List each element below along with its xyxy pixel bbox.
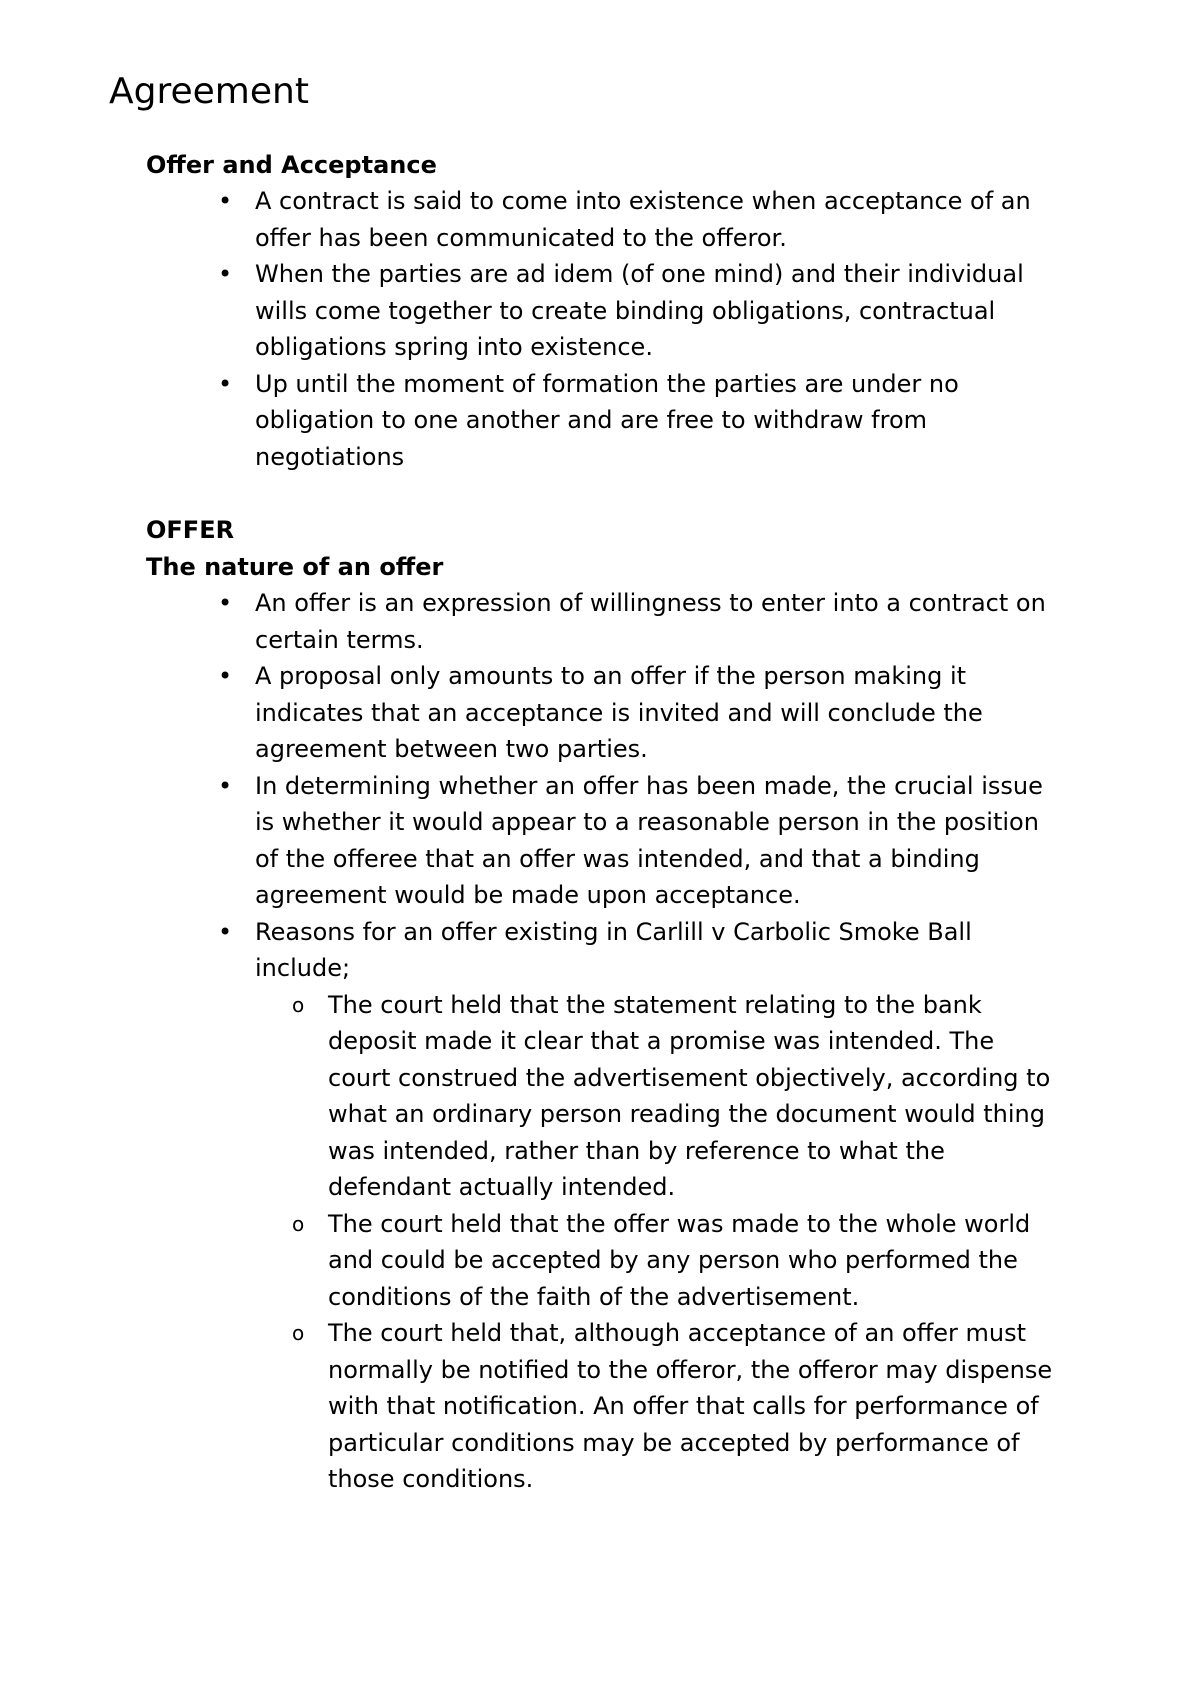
- sub-list-item-text: The court held that the statement relating to the bank deposit made it clear that a promise was intended. The court construed the advertisement objectively, according to what an ordinary person reading the document would thing was intended, rather than by reference to what the defendant actually intended.: [328, 990, 1051, 1201]
- list-item-text: A proposal only amounts to an offer if the person making it indicates that an acceptance is invited and will conclude the agreement between two parties.: [255, 662, 983, 763]
- subheading-nature-of-offer: The nature of an offer: [146, 553, 444, 581]
- sub-list-item: [0, 987, 1055, 1206]
- bullet-marker: •: [218, 589, 233, 617]
- bullet-marker: •: [218, 771, 233, 800]
- sub-list-item-text: The court held that, although acceptance of an offer must normally be notified to the offeror, the offeror may dispense with that notification. An offer that calls for performance of particular conditions may be accepted by performance of those conditions.: [328, 1319, 1053, 1493]
- section-heading-offer-and-acceptance: Offer and Acceptance: [146, 151, 437, 179]
- list-item-text: When the parties are ad idem (of one mind) and their individual wills come together to create binding obligations, contractual obligations spring into existence.: [255, 260, 1024, 361]
- sub-bullet-marker: o: [292, 992, 305, 1017]
- nature-of-offer-list: [0, 585, 1055, 1498]
- sub-list-item: [0, 1315, 1055, 1498]
- bullet-marker: •: [218, 917, 233, 946]
- list-item: [0, 366, 1055, 476]
- offer-and-acceptance-list: [0, 183, 1055, 475]
- sub-list-item: [0, 1206, 1055, 1316]
- bullet-marker: •: [218, 187, 233, 215]
- list-item-text: Reasons for an offer existing in Carlill v Carbolic Smoke Ball include;: [255, 917, 972, 982]
- carlill-reasons-list: [0, 987, 1055, 1498]
- list-item: [0, 658, 1055, 768]
- list-item: [0, 585, 1055, 658]
- list-item-text: A contract is said to come into existence when acceptance of an offer has been communicated to the offeror.: [255, 187, 1031, 252]
- sub-bullet-marker: o: [292, 1321, 305, 1345]
- bullet-marker: •: [218, 260, 233, 288]
- list-item: [0, 768, 1055, 914]
- list-item: [0, 256, 1055, 366]
- bullet-marker: •: [218, 369, 233, 398]
- list-item-text: Up until the moment of formation the parties are under no obligation to one another and are free to withdraw from negotiations: [255, 369, 959, 471]
- bullet-marker: •: [218, 662, 233, 690]
- sub-list-item-text: The court held that the offer was made to the whole world and could be accepted by any person who performed the conditions of the faith of the advertisement.: [328, 1209, 1031, 1311]
- list-item-text: An offer is an expression of willingness to enter into a contract on certain terms.: [255, 589, 1046, 654]
- list-item-text: In determining whether an offer has been made, the crucial issue is whether it would appear to a reasonable person in the position of the offeree that an offer was intended, and that a binding agreement would be made upon acceptance.: [255, 771, 1043, 909]
- list-item: [0, 183, 1055, 256]
- sub-bullet-marker: o: [292, 1211, 305, 1236]
- document-title: Agreement: [109, 71, 309, 112]
- section-heading-offer: OFFER: [146, 516, 235, 544]
- list-item: [0, 914, 1055, 1498]
